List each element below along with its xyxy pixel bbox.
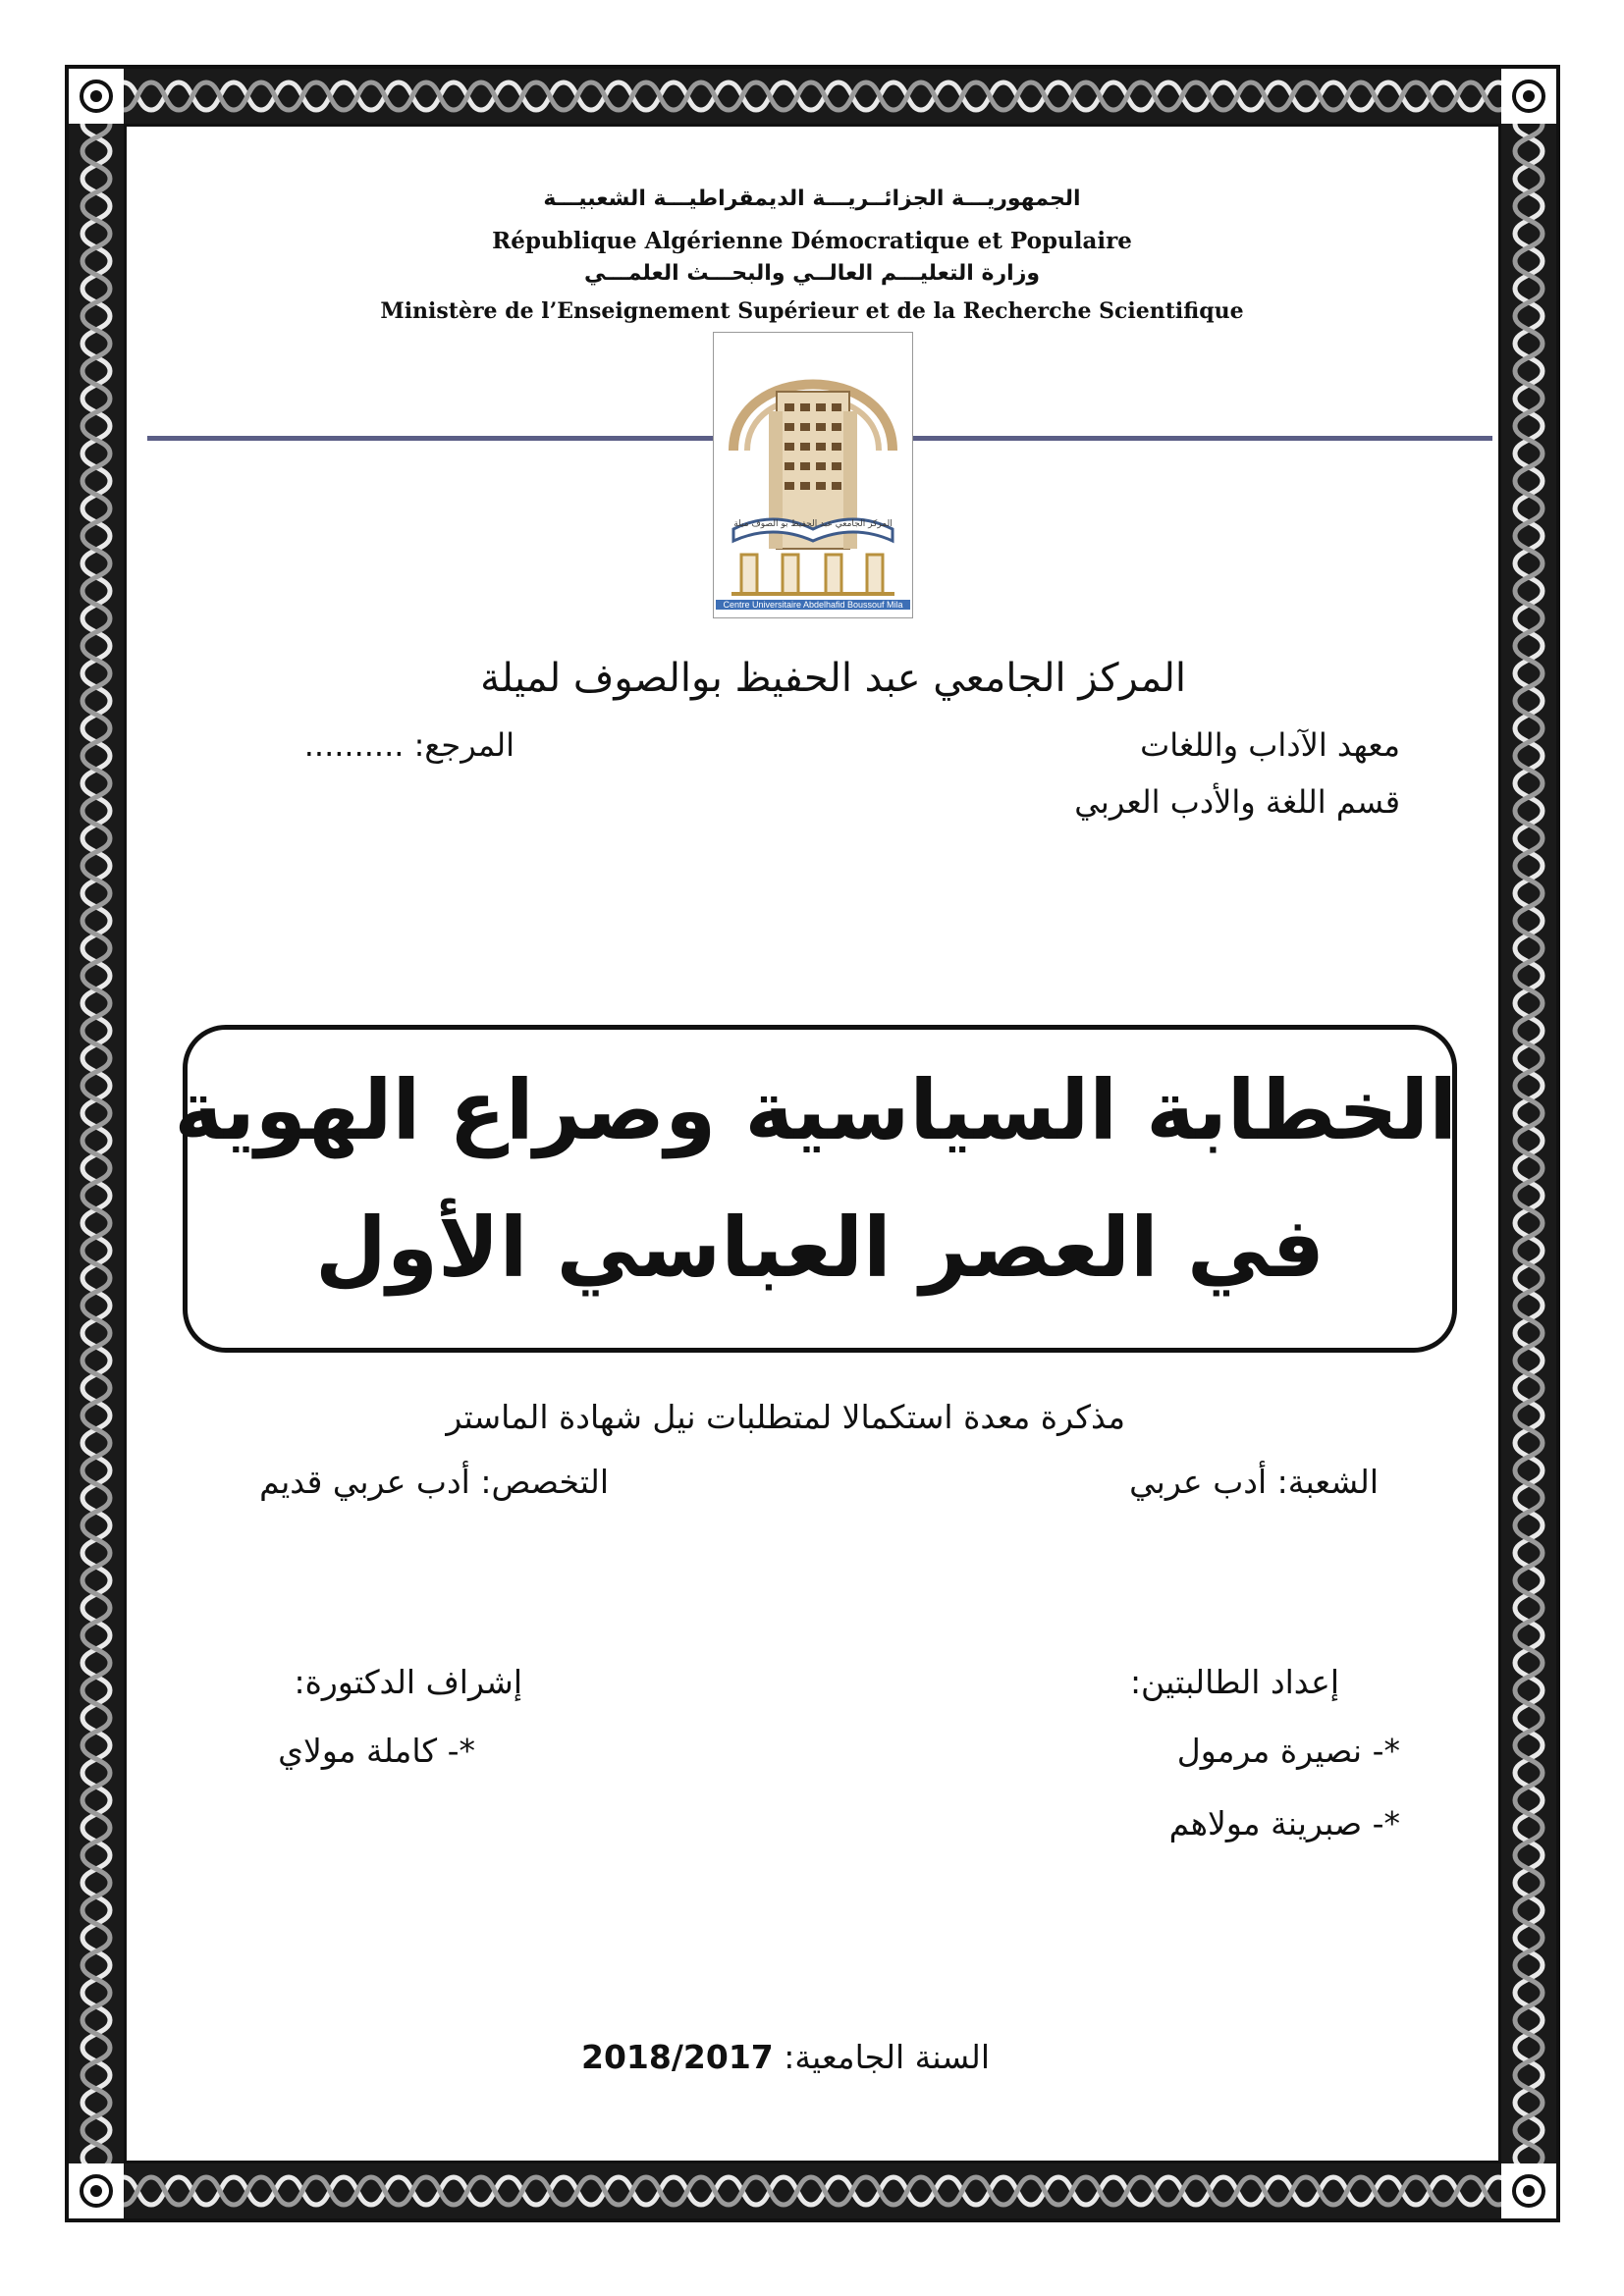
student-1: *- نصيرة مرمول (1176, 1732, 1400, 1770)
republic-fr: République Algérienne Démocratique et Populaire (492, 228, 1132, 254)
logo-caption-ar: المركز الجامعي عبد الحفيظ بو الصوف ميلة (733, 519, 893, 529)
border-band-left (69, 69, 124, 2218)
corner-ornament-top-left (69, 69, 124, 124)
academic-year-value: 2018/2017 (581, 2038, 774, 2076)
institute-name: معهد الآداب واللغات (1140, 726, 1400, 764)
republic-ar: الجمهوريـــة الجزائــريـــة الديمقراطيـــة الشعبيـــة (543, 187, 1081, 211)
supervisor-name: *- كاملة مولاي (278, 1732, 475, 1770)
university-center-name: المركز الجامعي عبد الحفيظ بوالصوف لميلة (480, 656, 1186, 701)
memo-branch: الشعبة: أدب عربي (1129, 1463, 1379, 1501)
thesis-title-line-2: في العصر العباسي الأول (314, 1200, 1326, 1296)
academic-year (581, 2038, 990, 2076)
border-band-bottom (69, 2163, 1556, 2218)
logo-caption-fr: Centre Universitaire Abdelhafid Boussouf Mila (716, 600, 910, 610)
corner-ornament-top-right (1501, 69, 1556, 124)
corner-ornament-bottom-left (69, 2163, 124, 2218)
thesis-title-line-1: الخطابة السياسية وصراع الهوية (174, 1062, 1457, 1158)
border-band-top (69, 69, 1556, 124)
students-label: إعداد الطالبتين: (1129, 1663, 1339, 1701)
ministry-ar: وزارة التعليـــم العالــي والبحـــث العلمـــي (583, 261, 1041, 286)
border-band-right (1501, 69, 1556, 2218)
student-2: *- صبرينة مولاهم (1168, 1804, 1400, 1842)
department-name: قسم اللغة والأدب العربي (1074, 783, 1400, 821)
university-logo (713, 332, 913, 618)
reference-number: المرجع: .......... (303, 726, 514, 764)
academic-year-label: السنة الجامعية: (773, 2038, 990, 2076)
memo-specialty: التخصص: أدب عربي قديم (259, 1463, 609, 1501)
supervisor-label: إشراف الدكتورة: (294, 1663, 522, 1701)
corner-ornament-bottom-right (1501, 2163, 1556, 2218)
memo-purpose: مذكرة معدة استكمالا لمتطلبات نيل شهادة الماستر (446, 1398, 1125, 1436)
ministry-fr: Ministère de l’Enseignement Supérieur et de la Recherche Scientifique (380, 298, 1244, 324)
